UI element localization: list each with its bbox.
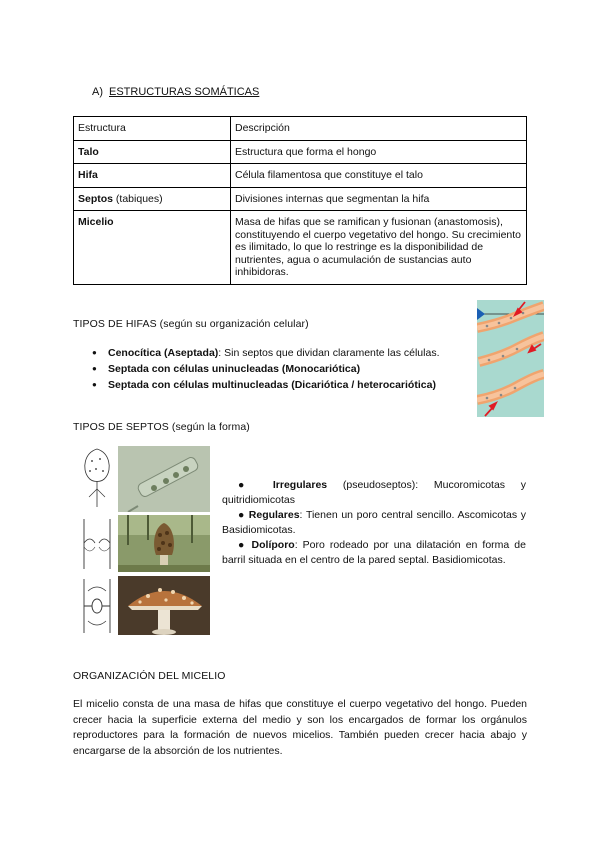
- list-item: ● Cenocítica (Aseptada): Sin septos que dividan claramente las células.: [92, 345, 462, 361]
- septos-heading: TIPOS DE SEPTOS (según la forma): [73, 421, 250, 433]
- row-term: Micelio: [78, 216, 114, 228]
- table-header-row: [74, 117, 527, 141]
- section-title: ESTRUCTURAS SOMÁTICAS: [109, 86, 260, 98]
- list-item: ● Dolíporo: Poro rodeado por una dilatación en forma de barril situada en el centro de la pared septal. Basidiomicotas.: [222, 539, 526, 566]
- section-letter: A): [92, 86, 103, 98]
- structures-table: [73, 116, 527, 285]
- row-term: Hifa: [78, 169, 98, 181]
- micelio-paragraph: El micelio consta de una masa de hifas que constituye el cuerpo vegetativo del hongo. Pueden crecer hacia la superficie externa del medio y son los encargados de formar los orgánulos reproductores para la formación de nuevos micelios. También pueden crecer hacia abajo y encargarse de la absorción de los nutrientes.: [73, 698, 527, 757]
- table-row: [74, 187, 527, 211]
- septos-list: [222, 478, 526, 568]
- row-description: Masa de hifas que se ramifican y fusionan (anastomosis), constituyendo el cuerpo vegetativo del hongo. Su crecimiento es ilimitado, lo que lo restringe es la disponibilidad de nutrientes, agua o acumulación de sustancias auto inhibidoras.: [231, 211, 527, 285]
- morel-mushroom-photo: [118, 515, 210, 572]
- microscope-hypha-photo: [118, 446, 210, 512]
- row-description: Divisiones internas que segmentan la hifa: [231, 187, 527, 211]
- list-item: ● Regulares: Tienen un poro central sencillo. Ascomicotas y Basidiomicotas.: [222, 509, 526, 536]
- table-row: [74, 164, 527, 188]
- list-item: ● Irregulares (pseudoseptos): Mucoromicotas y quitridiomicotas: [222, 479, 527, 506]
- table-row: [74, 211, 527, 285]
- amanita-mushroom-photo: [118, 576, 210, 635]
- table-row: [74, 140, 527, 164]
- table-header-description: Descripción: [231, 117, 527, 141]
- regular-septum-drawing: [78, 517, 116, 571]
- list-item: ● Septada con células uninucleadas (Monocariótica): [92, 361, 462, 377]
- section-a-heading: [92, 86, 259, 98]
- row-term-extra: (tabiques): [113, 192, 163, 205]
- row-description: Célula filamentosa que constituye el talo: [231, 164, 527, 188]
- row-description: Estructura que forma el hongo: [231, 140, 527, 164]
- row-term: Talo: [78, 145, 99, 158]
- doliporo-septum-drawing: [78, 577, 116, 635]
- list-item: ● Septada con células multinucleadas (Dicariótica / heterocariótica): [92, 377, 462, 393]
- micelio-heading: ORGANIZACIÓN DEL MICELIO: [73, 670, 226, 682]
- row-term: Septos: [78, 192, 114, 205]
- hifas-heading: TIPOS DE HIFAS (según su organización celular): [73, 318, 309, 330]
- irregular-septum-drawing: [78, 447, 116, 509]
- hifas-list: [92, 345, 462, 393]
- hyphae-illustration: [477, 300, 544, 417]
- table-header-structure: Estructura: [74, 117, 231, 141]
